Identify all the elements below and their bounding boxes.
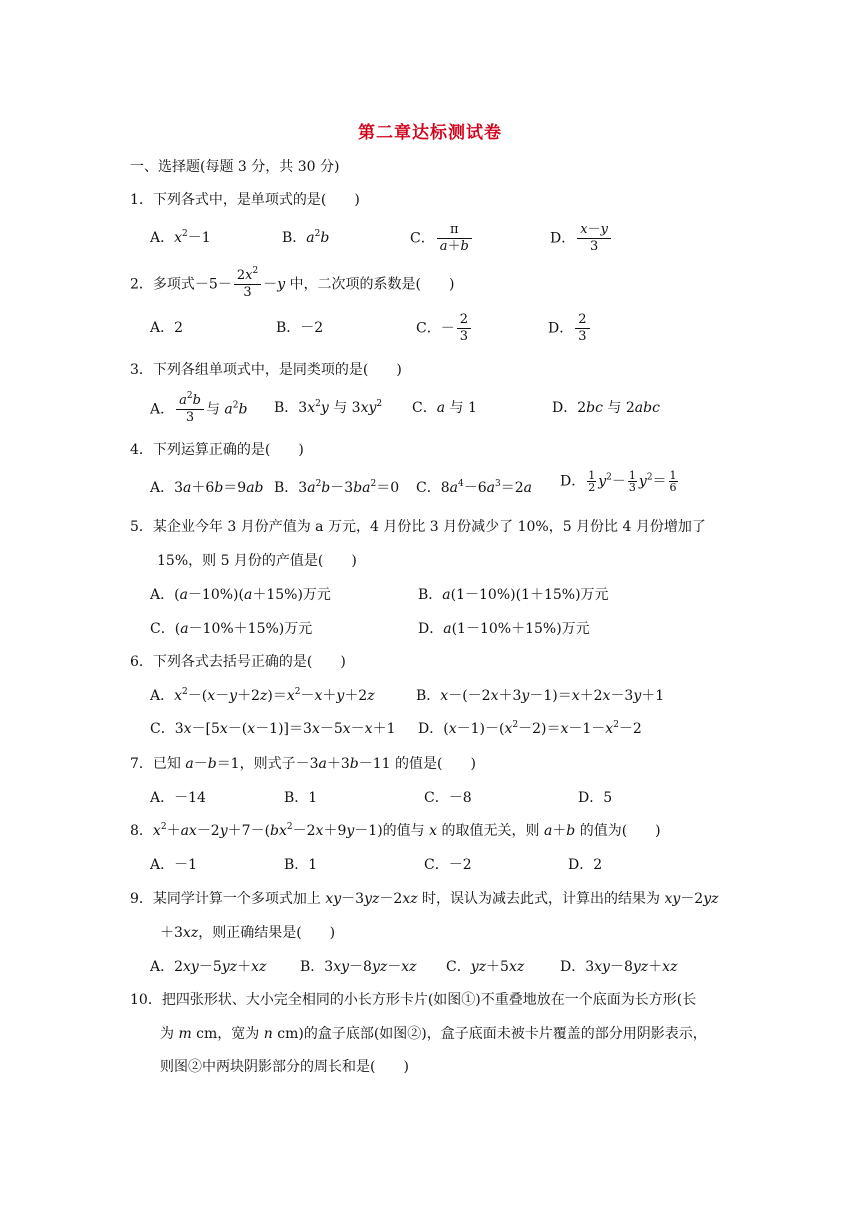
q2-option-b: B．－2 bbox=[276, 320, 324, 336]
question-4-stem: 4．下列运算正确的是( ) bbox=[130, 442, 304, 458]
question-8-stem: 8．$x^2+ax-2y+7-(bx^2-2x+9y-1)$的值与 x 的取值无关，则 a＋b 的值为( ) bbox=[130, 822, 661, 839]
q8-option-c: C．－2 bbox=[424, 857, 472, 873]
q9-option-b: B．3xy－8yz－xz bbox=[300, 959, 417, 975]
q2-option-d: D． $\frac{2}{3}$ bbox=[548, 312, 592, 345]
q4-option-c: C．$8a^4-6a^3=2a$ bbox=[416, 479, 533, 496]
question-5-stem: 5．某企业今年 3 月份产值为 a 万元，4 月份比 3 月份减少了 10%，5 月份比 4 月份增加了 bbox=[130, 519, 706, 535]
question-2-stem: 2．多项式－5－ $\frac{2x^2}{3}$ －y 中，二次项的系数是( ) bbox=[130, 266, 455, 300]
question-5-stem-cont: 15%，则 5 月份的产值是( ) bbox=[157, 553, 357, 569]
question-1-stem: 1．下列各式中，是单项式的是( ) bbox=[130, 192, 360, 208]
q7-option-a: A．－14 bbox=[150, 790, 206, 806]
q8-option-b: B．1 bbox=[284, 857, 318, 873]
section-heading: 一、选择题(每题 3 分，共 30 分) bbox=[130, 159, 340, 175]
q9-option-a: A．2xy－5yz＋xz bbox=[150, 959, 267, 975]
q6-option-a: A．$x^2-(x-y+2z)=x^2-x+y+2z$ bbox=[150, 687, 375, 704]
q5-option-b: B．a(1－10%)(1＋15%)万元 bbox=[418, 587, 609, 603]
q2-option-c: C．－ $\frac{2}{3}$ bbox=[416, 312, 473, 345]
question-10-stem: 10．把四张形状、大小完全相同的小长方形卡片(如图①)不重叠地放在一个底面为长方形(长 bbox=[130, 992, 697, 1008]
question-3-stem: 3．下列各组单项式中，是同类项的是( ) bbox=[130, 362, 402, 378]
q7-option-d: D．5 bbox=[578, 790, 613, 806]
q6-option-b: B．x－(－2x＋3y－1)＝x＋2x－3y＋1 bbox=[416, 688, 665, 704]
question-7-stem: 7．已知 a－b＝1，则式子－3a＋3b－11 的值是( ) bbox=[130, 756, 476, 772]
q4-option-a: A．3a＋6b＝9ab bbox=[150, 480, 264, 496]
q1-option-b: B．$a^2b$ bbox=[282, 229, 330, 246]
q8-option-d: D．2 bbox=[568, 857, 603, 873]
question-9-stem-cont: ＋3xz，则正确结果是( ) bbox=[160, 925, 336, 941]
q1-option-c: C． $\frac{\pi}{a+b}$ bbox=[410, 222, 474, 255]
question-6-stem: 6．下列各式去括号正确的是( ) bbox=[130, 654, 346, 670]
q9-option-d: D．3xy－8yz＋xz bbox=[560, 959, 678, 975]
q3-option-b: B．$3x^2y$ 与 $3xy^2$ bbox=[274, 399, 383, 416]
q2-option-a: A．2 bbox=[150, 320, 184, 336]
q3-option-d: D．2bc 与 2abc bbox=[552, 400, 660, 416]
page-title: 第二章达标测试卷 bbox=[358, 123, 502, 143]
q5-option-a: A．(a－10%)(a＋15%)万元 bbox=[150, 587, 331, 603]
q7-option-c: C．－8 bbox=[424, 790, 472, 806]
q1-option-a: A．$x^2-1$ bbox=[150, 229, 211, 246]
q7-option-b: B．1 bbox=[284, 790, 318, 806]
q3-option-c: C．a 与 1 bbox=[412, 400, 477, 416]
q3-option-a: A． $\frac{a^2b}{3}$ 与 $a^2b$ bbox=[150, 391, 248, 425]
q5-option-d: D．a(1－10%＋15%)万元 bbox=[418, 621, 590, 637]
q5-option-c: C．(a－10%＋15%)万元 bbox=[150, 621, 313, 637]
q1-option-d: D． $\frac{x-y}{3}$ bbox=[550, 222, 613, 255]
question-9-stem: 9．某同学计算一个多项式加上 xy－3yz－2xz 时，误认为减去此式，计算出的结果为 xy－2yz bbox=[130, 891, 719, 907]
question-10-stem-cont: 为 m cm，宽为 n cm)的盒子底部(如图②)，盒子底面未被卡片覆盖的部分用阴影表示， bbox=[160, 1026, 707, 1042]
q6-option-d: D．$(x-1)-(x^2-2)=x-1-x^2-2$ bbox=[418, 720, 642, 737]
q8-option-a: A．－1 bbox=[150, 857, 198, 873]
q4-option-d: D． $\frac{1}{2}$ $y^2-$ $\frac{1}{3}$ $y^2=$ $\frac{1}{6}$ bbox=[560, 469, 677, 494]
q6-option-c: C．3x－[5x－(x－1)]＝3x－5x－x＋1 bbox=[150, 721, 396, 737]
q4-option-b: B．$3a^2b-3ba^2=0$ bbox=[274, 479, 400, 496]
q9-option-c: C．yz＋5xz bbox=[446, 959, 525, 975]
question-10-stem-cont-2: 则图②中两块阴影部分的周长和是( ) bbox=[160, 1059, 409, 1075]
